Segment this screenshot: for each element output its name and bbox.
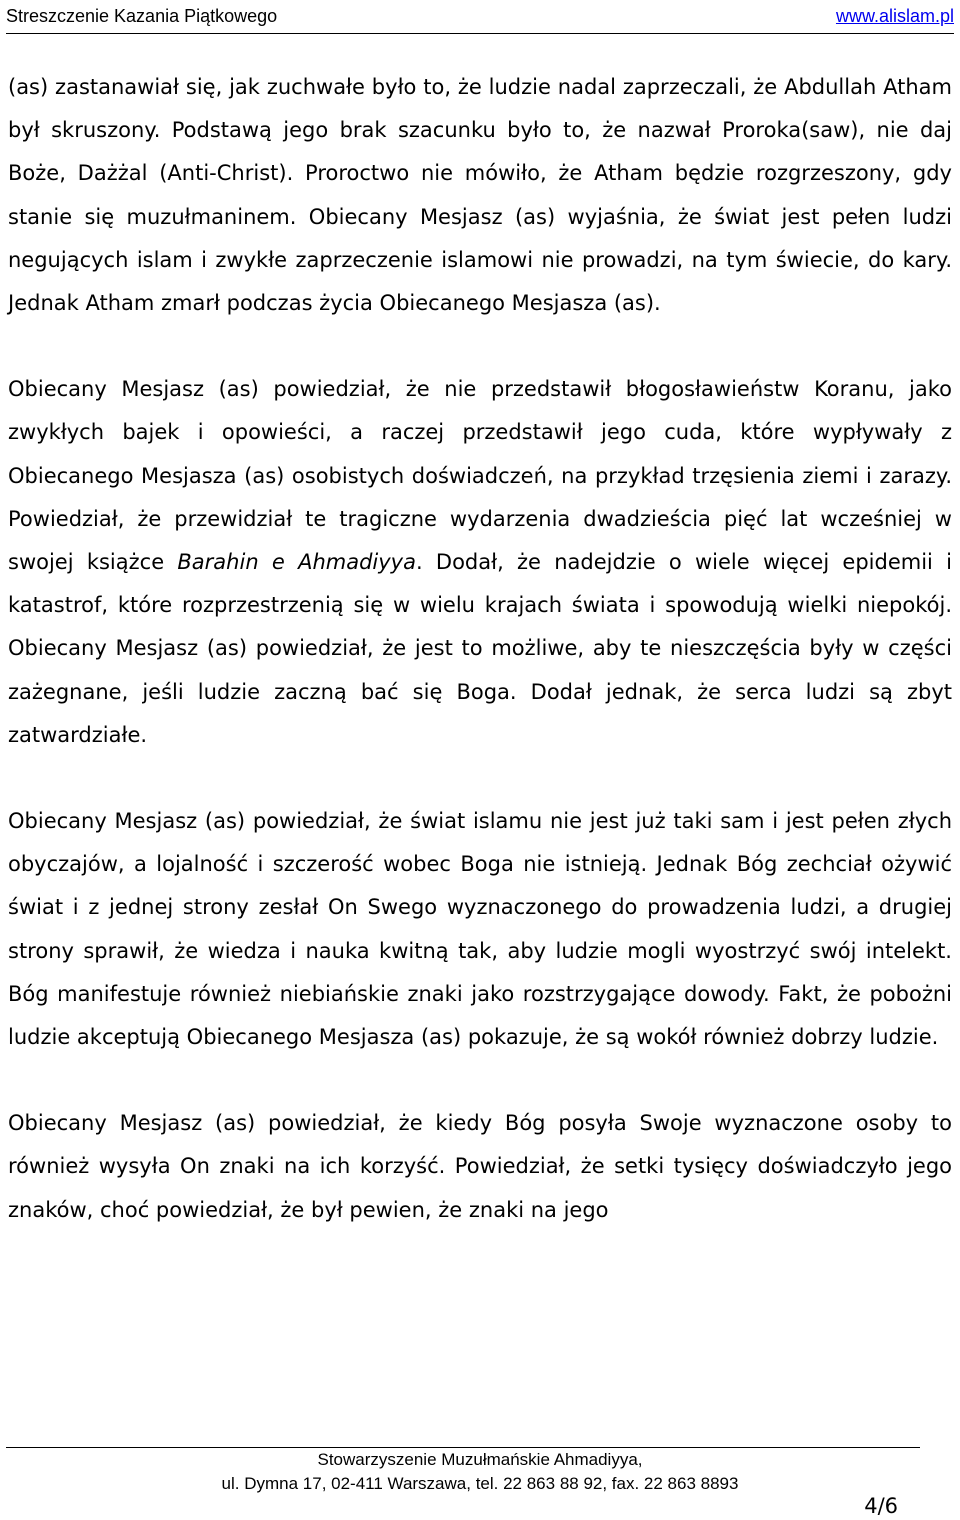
footer-address: ul. Dymna 17, 02-411 Warszawa, tel. 22 863 88 92, fax. 22 863 8893 bbox=[221, 1474, 739, 1493]
paragraph-2 bbox=[8, 368, 952, 757]
page-number: 4/6 bbox=[864, 1494, 898, 1518]
paragraph-4: Obiecany Mesjasz (as) powiedział, że kiedy Bóg posyła Swoje wyznaczone osoby to również wysyła On znaki na ich korzyść. Powiedział, że setki tysięcy doświadczyło jego znaków, choć powiedział, że był pewien, że znaki na jego bbox=[8, 1111, 952, 1222]
header-divider bbox=[6, 33, 954, 34]
body-text bbox=[8, 66, 952, 1232]
paragraph-1: (as) zastanawiał się, jak zuchwałe było to, że ludzie nadal zaprzeczali, że Abdullah Atham był skruszony. Podstawą jego brak szacunku było to, że nazwał Proroka(saw), nie daj Boże, Dażżal (Anti-Christ). Proroctwo nie mówiło, że Atham będzie rozgrzeszony, gdy stanie się muzułmaninem. Obiecany Mesjasz (as) wyjaśnia, że świat jest pełen ludzi negujących islam i zwykłe zaprzeczenie islamowi nie prowadzi, na tym świecie, do kary. Jednak Atham zmarł podczas życia Obiecanego Mesjasza (as). bbox=[8, 75, 952, 316]
page-footer bbox=[0, 1448, 960, 1496]
paragraph-2-text-b: . Dodał, że nadejdzie o wiele więcej epidemii i katastrof, które rozprzestrzenią się w wielu krajach świata i spowodują wielki niepokój. Obiecany Mesjasz (as) powiedział, że jest to możliwe, aby te nieszczęścia były w części zażegnane, jeśli ludzie zaczną bać się Boga. Dodał jednak, że serca ludzi są zbyt zatwardziałe. bbox=[8, 550, 952, 747]
page-header bbox=[6, 4, 954, 30]
paragraph-2-text-a: Obiecany Mesjasz (as) powiedział, że nie przedstawił błogosławieństw Koranu, jako zwykłych bajek i opowieści, a raczej przedstawił jego cuda, które wypływały z Obiecanego Mesjasza (as) osobistych doświadczeń, na przykład trzęsienia ziemi i zarazy. Powiedział, że przewidział te tragiczne wydarzenia dwadzieścia pięć lat wcześniej w swojej książce bbox=[8, 377, 952, 575]
header-website-link[interactable]: www.alislam.pl bbox=[835, 6, 954, 26]
paragraph-3: Obiecany Mesjasz (as) powiedział, że świat islamu nie jest już taki sam i jest pełen złych obyczajów, a lojalność i szczerość wobec Boga nie istnieją. Jednak Bóg zechciał ożywić świat i z jednej strony zesłał On Swego wyznaczonego do prowadzenia ludzi, a drugiej strony sprawił, że wiedza i nauka kwitną tak, aby ludzie mogli wyostrzyć swój intelekt. Bóg manifestuje również niebiańskie znaki jako rozstrzygające dowody. Fakt, że pobożni ludzie akceptują Obiecanego Mesjasza (as) pokazuje, że są wokół również dobrzy ludzie. bbox=[8, 809, 952, 1050]
footer-organization: Stowarzyszenie Muzułmańskie Ahmadiyya, bbox=[317, 1450, 643, 1469]
header-title: Streszczenie Kazania Piątkowego bbox=[6, 6, 278, 26]
book-title: Barahin e Ahmadiyya bbox=[177, 550, 416, 575]
